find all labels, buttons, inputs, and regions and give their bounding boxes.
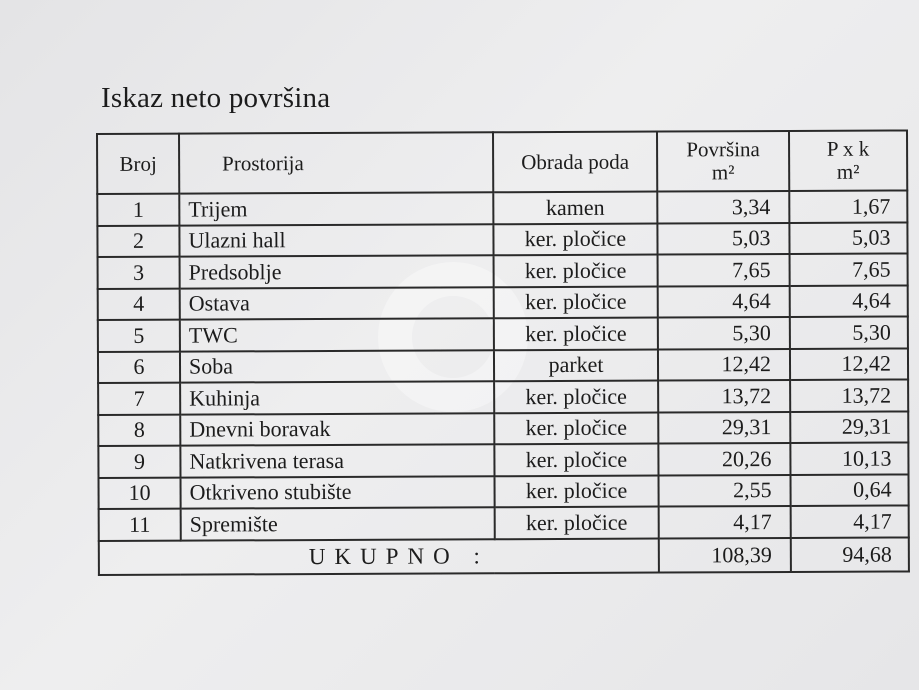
cell-num: 2	[97, 225, 179, 257]
cell-room: Trijem	[179, 192, 493, 225]
cell-area: 4,64	[658, 285, 790, 317]
cell-room: Soba	[180, 350, 494, 383]
header-povrsina	[657, 131, 789, 192]
cell-room: Ostava	[180, 287, 494, 320]
table-row	[98, 411, 908, 446]
table-row	[98, 379, 908, 414]
header-broj: Broj	[97, 134, 179, 194]
cell-floor: ker. pločice	[494, 412, 658, 444]
table-header-row	[97, 130, 907, 194]
cell-floor: parket	[494, 349, 658, 381]
cell-pk: 1,67	[789, 190, 907, 222]
table-row	[98, 316, 908, 351]
cell-room: Otkriveno stubište	[181, 476, 495, 509]
cell-room: Ulazni hall	[179, 224, 493, 257]
cell-room: TWC	[180, 318, 494, 351]
cell-area: 5,03	[657, 222, 789, 254]
cell-floor: ker. pločice	[494, 475, 658, 507]
cell-room: Natkrivena terasa	[180, 444, 494, 477]
cell-floor: ker. pločice	[495, 507, 659, 539]
cell-area: 20,26	[658, 443, 790, 475]
cell-floor: kamen	[493, 192, 657, 224]
cell-pk: 4,17	[791, 505, 909, 537]
cell-num: 4	[98, 288, 180, 320]
cell-area: 7,65	[658, 254, 790, 286]
cell-room: Spremište	[181, 507, 495, 540]
cell-pk: 7,65	[790, 253, 908, 285]
cell-area: 29,31	[658, 411, 790, 443]
cell-num: 5	[98, 320, 180, 352]
cell-num: 10	[99, 477, 181, 509]
total-pk: 94,68	[791, 537, 909, 572]
cell-num: 9	[98, 446, 180, 478]
cell-floor: ker. pločice	[494, 286, 658, 318]
cell-pk: 12,42	[790, 348, 908, 380]
cell-floor: ker. pločice	[493, 223, 657, 255]
cell-num: 7	[98, 383, 180, 415]
total-row	[99, 537, 909, 575]
cell-num: 1	[97, 194, 179, 226]
cell-area: 12,42	[658, 348, 790, 380]
cell-area: 3,34	[657, 191, 789, 223]
cell-room: Dnevni boravak	[180, 413, 494, 446]
cell-room: Predsoblje	[180, 255, 494, 288]
table-row	[98, 442, 908, 477]
header-pxk	[789, 130, 907, 191]
cell-num: 11	[99, 509, 181, 541]
cell-area: 4,17	[659, 506, 791, 538]
cell-pk: 10,13	[790, 442, 908, 474]
header-pxk-label: P x k	[826, 136, 870, 161]
header-obrada-poda: Obrada poda	[493, 132, 657, 193]
table-row	[98, 253, 908, 288]
cell-area: 13,72	[658, 380, 790, 412]
total-area: 108,39	[659, 537, 791, 572]
header-povrsina-unit: m²	[711, 160, 735, 185]
table-body	[97, 190, 909, 574]
table-row	[99, 505, 909, 540]
table-row	[99, 474, 909, 509]
cell-floor: ker. pločice	[494, 381, 658, 413]
cell-area: 5,30	[658, 317, 790, 349]
cell-pk: 5,30	[790, 316, 908, 348]
cell-pk: 0,64	[790, 474, 908, 506]
cell-area: 2,55	[658, 474, 790, 506]
header-prostorija: Prostorija	[179, 132, 493, 193]
cell-room: Kuhinja	[180, 381, 494, 414]
document-title: Iskaz neto površina	[101, 82, 331, 114]
table-row	[98, 285, 908, 320]
cell-floor: ker. pločice	[494, 255, 658, 287]
cell-pk: 5,03	[789, 222, 907, 254]
cell-floor: ker. pločice	[494, 318, 658, 350]
table-row	[98, 348, 908, 383]
total-label: UKUPNO :	[99, 538, 659, 574]
cell-pk: 29,31	[790, 411, 908, 443]
cell-floor: ker. pločice	[494, 444, 658, 476]
cell-pk: 4,64	[790, 285, 908, 317]
cell-num: 6	[98, 351, 180, 383]
cell-pk: 13,72	[790, 379, 908, 411]
header-povrsina-label: Površina	[686, 137, 760, 162]
table-row	[97, 222, 907, 257]
header-pxk-unit: m²	[836, 159, 860, 184]
area-table	[96, 129, 910, 575]
table-row	[97, 190, 907, 225]
cell-num: 8	[98, 414, 180, 446]
cell-num: 3	[98, 257, 180, 289]
